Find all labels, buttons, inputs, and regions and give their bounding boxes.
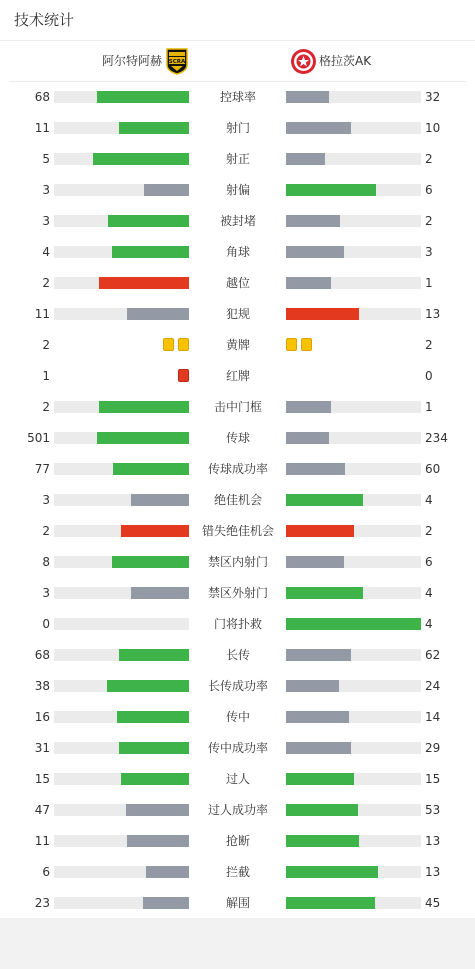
stat-label: 角球 <box>225 245 250 259</box>
home-stat-value: 38 <box>34 679 50 693</box>
away-bar-fill <box>286 215 340 227</box>
home-stat-value: 4 <box>42 245 50 259</box>
home-bar-track <box>54 711 189 723</box>
away-stat-value: 4 <box>425 493 433 507</box>
stat-row <box>0 609 475 640</box>
team-header <box>0 46 475 78</box>
away-stat-value: 14 <box>425 710 441 724</box>
home-stat-value: 68 <box>34 648 50 662</box>
away-bar-track <box>286 432 421 444</box>
stat-row <box>0 82 475 113</box>
stat-label: 传中 <box>225 710 250 724</box>
home-stat-value: 8 <box>42 555 50 569</box>
stat-row <box>0 888 475 919</box>
away-bar-track <box>286 866 421 878</box>
home-bar-fill <box>127 835 189 847</box>
stat-label: 禁区外射门 <box>207 586 268 600</box>
stat-row <box>0 516 475 547</box>
home-bar-track <box>54 680 189 692</box>
stat-row <box>0 795 475 826</box>
home-bar-fill <box>119 122 189 134</box>
stat-row <box>0 423 475 454</box>
stat-row <box>0 237 475 268</box>
away-cards <box>286 338 312 352</box>
away-bar-track <box>286 618 421 630</box>
away-stat-value: 62 <box>425 648 441 662</box>
stat-row <box>0 144 475 175</box>
home-bar-track <box>54 91 189 103</box>
home-bar-fill <box>99 401 189 413</box>
stat-label: 传球 <box>225 431 250 445</box>
away-bar-fill <box>286 618 421 630</box>
away-bar-fill <box>286 897 375 909</box>
stat-label: 红牌 <box>225 369 250 383</box>
stat-row <box>0 206 475 237</box>
stat-label: 绝佳机会 <box>213 493 262 507</box>
stat-row <box>0 578 475 609</box>
away-stat-value: 234 <box>425 431 448 445</box>
away-stat-value: 53 <box>425 803 441 817</box>
home-stat-value: 2 <box>42 276 50 290</box>
home-stat-value: 2 <box>42 400 50 414</box>
away-bar-fill <box>286 742 351 754</box>
home-team-name[interactable]: 阿尔特阿赫 <box>101 54 162 68</box>
home-bar-fill <box>131 494 189 506</box>
home-bar-track <box>54 184 189 196</box>
page-title: 技术统计 <box>14 11 75 29</box>
away-bar-fill <box>286 432 329 444</box>
home-bar-track <box>54 401 189 413</box>
stat-row <box>0 826 475 857</box>
away-stat-value: 6 <box>425 183 433 197</box>
away-stat-value: 13 <box>425 865 441 879</box>
away-bar-track <box>286 122 421 134</box>
yellow-card-icon <box>178 338 189 351</box>
home-bar-track <box>54 649 189 661</box>
home-bar-fill <box>112 246 189 258</box>
away-bar-fill <box>286 153 325 165</box>
away-bar-track <box>286 463 421 475</box>
away-bar-track <box>286 742 421 754</box>
home-bar-track <box>54 153 189 165</box>
home-bar-track <box>54 618 189 630</box>
away-bar-track <box>286 246 421 258</box>
stat-row <box>0 175 475 206</box>
away-bar-fill <box>286 835 359 847</box>
stat-label: 控球率 <box>219 90 256 104</box>
home-bar-fill <box>112 556 189 568</box>
home-bar-fill <box>107 680 189 692</box>
away-team-name[interactable]: 格拉茨AK <box>319 54 372 68</box>
away-stat-value: 4 <box>425 617 433 631</box>
home-bar-fill <box>143 897 189 909</box>
stat-label: 长传成功率 <box>207 679 268 693</box>
home-stat-value: 5 <box>42 152 50 166</box>
away-stat-value: 15 <box>425 772 441 786</box>
home-bar-fill <box>113 463 189 475</box>
stat-label: 门将扑救 <box>213 617 262 631</box>
gak-crest-icon[interactable] <box>290 48 317 75</box>
home-stat-value: 3 <box>42 586 50 600</box>
away-stat-value: 24 <box>425 679 441 693</box>
stats-list <box>0 82 475 919</box>
away-bar-track <box>286 649 421 661</box>
stat-row <box>0 764 475 795</box>
home-bar-fill <box>93 153 189 165</box>
away-bar-track <box>286 153 421 165</box>
away-bar-fill <box>286 91 329 103</box>
away-bar-fill <box>286 277 331 289</box>
home-stat-value: 1 <box>42 369 50 383</box>
stat-row <box>0 547 475 578</box>
away-bar-fill <box>286 866 378 878</box>
stat-row <box>0 671 475 702</box>
away-bar-track <box>286 835 421 847</box>
away-bar-fill <box>286 463 345 475</box>
away-stat-value: 2 <box>425 214 433 228</box>
stat-row <box>0 733 475 764</box>
home-bar-fill <box>99 277 189 289</box>
away-bar-fill <box>286 308 359 320</box>
home-stat-value: 2 <box>42 338 50 352</box>
away-bar-fill <box>286 525 354 537</box>
away-bar-track <box>286 91 421 103</box>
away-stat-value: 2 <box>425 152 433 166</box>
away-bar-fill <box>286 804 358 816</box>
away-bar-fill <box>286 680 339 692</box>
home-stat-value: 31 <box>34 741 50 755</box>
home-stat-value: 15 <box>34 772 50 786</box>
home-bar-fill <box>144 184 189 196</box>
stat-label: 错失绝佳机会 <box>201 524 274 538</box>
stat-label: 过人成功率 <box>207 803 268 817</box>
home-stat-value: 3 <box>42 214 50 228</box>
home-bar-fill <box>119 649 189 661</box>
stat-label: 传中成功率 <box>207 741 268 755</box>
away-bar-fill <box>286 246 344 258</box>
scra-crest-icon[interactable] <box>166 48 188 75</box>
stat-row <box>0 299 475 330</box>
home-stat-value: 68 <box>34 90 50 104</box>
home-bar-fill <box>97 91 189 103</box>
away-bar-track <box>286 184 421 196</box>
away-bar-track <box>286 277 421 289</box>
stat-row <box>0 640 475 671</box>
away-bar-track <box>286 308 421 320</box>
stat-label: 抢断 <box>225 834 250 848</box>
home-bar-fill <box>97 432 189 444</box>
home-bar-fill <box>146 866 189 878</box>
home-bar-track <box>54 122 189 134</box>
home-bar-track <box>54 835 189 847</box>
stat-row <box>0 454 475 485</box>
stat-row <box>0 268 475 299</box>
away-bar-track <box>286 494 421 506</box>
stat-row <box>0 485 475 516</box>
home-cards <box>178 369 189 383</box>
home-stat-value: 77 <box>34 462 50 476</box>
red-card-icon <box>178 369 189 382</box>
away-bar-fill <box>286 401 331 413</box>
home-stat-value: 501 <box>27 431 50 445</box>
away-bar-track <box>286 804 421 816</box>
away-stat-value: 60 <box>425 462 441 476</box>
home-stat-value: 11 <box>34 121 50 135</box>
away-stat-value: 10 <box>425 121 441 135</box>
home-bar-fill <box>126 804 189 816</box>
home-bar-track <box>54 897 189 909</box>
stat-label: 传球成功率 <box>207 462 268 476</box>
away-bar-fill <box>286 122 351 134</box>
stat-label: 过人 <box>225 772 250 786</box>
stat-label: 长传 <box>225 648 250 662</box>
stat-row <box>0 392 475 423</box>
home-bar-track <box>54 742 189 754</box>
away-stat-value: 0 <box>425 369 433 383</box>
stat-label: 被封堵 <box>219 214 256 228</box>
away-bar-fill <box>286 184 376 196</box>
stat-label: 拦截 <box>225 865 250 879</box>
home-bar-fill <box>121 773 189 785</box>
stat-row <box>0 330 475 361</box>
away-stat-value: 6 <box>425 555 433 569</box>
home-bar-fill <box>108 215 189 227</box>
away-bar-track <box>286 556 421 568</box>
home-bar-fill <box>119 742 189 754</box>
home-stat-value: 2 <box>42 524 50 538</box>
stat-label: 射正 <box>225 152 250 166</box>
stat-row <box>0 361 475 392</box>
home-bar-fill <box>127 308 189 320</box>
home-bar-track <box>54 587 189 599</box>
stat-label: 解围 <box>225 896 250 910</box>
home-bar-track <box>54 463 189 475</box>
home-stat-value: 3 <box>42 183 50 197</box>
away-bar-fill <box>286 773 354 785</box>
home-stat-value: 11 <box>34 834 50 848</box>
away-bar-fill <box>286 556 344 568</box>
away-bar-fill <box>286 587 363 599</box>
away-stat-value: 32 <box>425 90 441 104</box>
home-bar-track <box>54 866 189 878</box>
stat-label: 射门 <box>225 121 250 135</box>
away-bar-track <box>286 401 421 413</box>
home-bar-fill <box>117 711 189 723</box>
stat-label: 黄牌 <box>225 338 250 352</box>
stat-row <box>0 702 475 733</box>
home-bar-track <box>54 432 189 444</box>
away-stat-value: 4 <box>425 586 433 600</box>
home-bar-track <box>54 525 189 537</box>
home-bar-track <box>54 277 189 289</box>
home-bar-track <box>54 494 189 506</box>
away-bar-fill <box>286 711 349 723</box>
home-bar-track <box>54 215 189 227</box>
home-stat-value: 16 <box>34 710 50 724</box>
stat-row <box>0 857 475 888</box>
away-bar-track <box>286 897 421 909</box>
yellow-card-icon <box>163 338 174 351</box>
home-bar-track <box>54 556 189 568</box>
stat-label: 越位 <box>225 276 250 290</box>
stat-label: 犯规 <box>225 307 250 321</box>
home-bar-track <box>54 246 189 258</box>
away-bar-track <box>286 711 421 723</box>
home-bar-fill <box>121 525 189 537</box>
away-bar-track <box>286 215 421 227</box>
home-stat-value: 47 <box>34 803 50 817</box>
away-stat-value: 3 <box>425 245 433 259</box>
home-bar-track <box>54 804 189 816</box>
home-stat-value: 11 <box>34 307 50 321</box>
away-stat-value: 2 <box>425 338 433 352</box>
home-stat-value: 0 <box>42 617 50 631</box>
away-stat-value: 1 <box>425 400 433 414</box>
home-bar-track <box>54 773 189 785</box>
away-stat-value: 1 <box>425 276 433 290</box>
away-bar-fill <box>286 494 363 506</box>
away-bar-track <box>286 525 421 537</box>
svg-text:SCRA: SCRA <box>168 59 186 65</box>
yellow-card-icon <box>301 338 312 351</box>
stat-label: 禁区内射门 <box>207 555 268 569</box>
stat-label: 击中门框 <box>213 400 262 414</box>
home-cards <box>163 338 189 352</box>
away-stat-value: 29 <box>425 741 441 755</box>
home-bar-fill <box>131 587 189 599</box>
away-bar-fill <box>286 649 351 661</box>
title-divider <box>0 40 475 41</box>
home-stat-value: 23 <box>34 896 50 910</box>
away-stat-value: 13 <box>425 834 441 848</box>
home-bar-track <box>54 308 189 320</box>
home-stat-value: 3 <box>42 493 50 507</box>
away-bar-track <box>286 680 421 692</box>
away-bar-track <box>286 587 421 599</box>
yellow-card-icon <box>286 338 297 351</box>
home-stat-value: 6 <box>42 865 50 879</box>
stat-row <box>0 113 475 144</box>
away-stat-value: 2 <box>425 524 433 538</box>
away-stat-value: 45 <box>425 896 441 910</box>
stat-label: 射偏 <box>225 183 250 197</box>
away-bar-track <box>286 773 421 785</box>
away-stat-value: 13 <box>425 307 441 321</box>
